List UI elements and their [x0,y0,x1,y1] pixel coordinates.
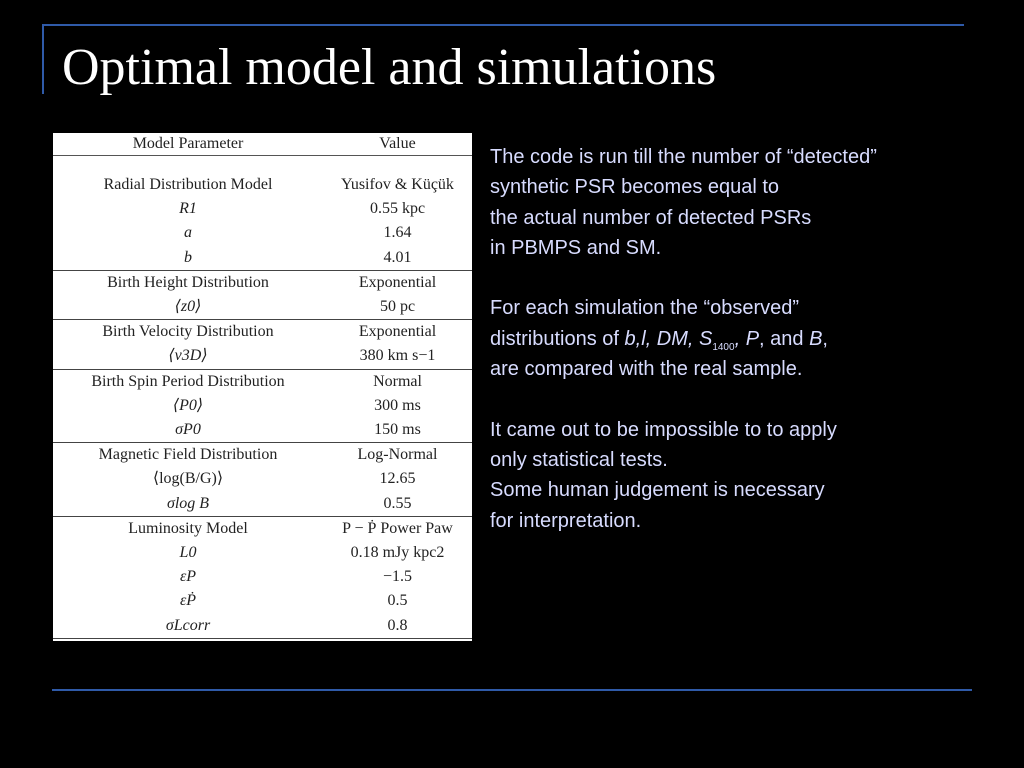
table-row [53,369,472,394]
value-cell: −1.5 [382,568,413,586]
slide-body-text [490,142,1010,536]
table-row [53,516,472,541]
top-divider [42,24,964,26]
table-row [53,344,472,369]
table-row [53,467,472,491]
param-cell: ⟨v3D⟩ [53,344,323,369]
parameter-table-panel [53,133,472,641]
value-cell: 0.18 mJy kpc2 [350,544,445,562]
table-row [53,270,472,295]
param-cell: ⟨P0⟩ [172,396,204,414]
body-line: For each simulation the “observed” [490,297,800,320]
param-cell: Luminosity Model [128,519,248,537]
value-cell: 12.65 [379,470,416,488]
body-line: Some human judgement is necessary [490,479,825,502]
header-value: Value [323,133,472,156]
value-cell: 0.55 kpc [369,200,426,218]
bottom-divider [52,689,972,691]
param-cell: Birth Spin Period Distribution [91,372,285,390]
header-parameter: Model Parameter [53,133,323,156]
table-row [53,589,472,613]
param-cell: Birth Velocity Distribution [102,323,274,341]
body-line: synthetic PSR becomes equal to [490,176,780,199]
param-cell: εP [179,568,197,586]
param-cell: L0 [179,544,197,562]
value-cell: 1.64 [383,224,412,242]
param-cell: Birth Height Distribution [107,273,269,291]
table-row [53,443,472,468]
value-cell: Exponential [358,273,437,291]
param-cell: Radial Distribution Model [103,176,273,193]
body-line: It came out to be impossible to to apply [490,418,837,441]
table-row [53,246,472,271]
value-cell: 0.5 [387,592,408,610]
param-cell: a [184,224,192,242]
param-cell: σLcorr [53,614,323,639]
body-line: in PBMPS and SM. [490,236,662,259]
param-cell: σP0 [53,418,323,443]
table-row [53,492,472,517]
value-cell: 4.01 [323,246,472,271]
table-row [53,320,472,345]
value-cell: 0.55 [323,492,472,517]
value-cell: Normal [373,372,422,390]
table-row [53,418,472,443]
table-spacer [53,156,472,174]
parameter-table [53,133,472,639]
value-cell: Yusifov & Küçük [341,176,454,193]
table-row [53,565,472,589]
value-cell: 0.8 [323,614,472,639]
value-cell: 380 km s−1 [323,344,472,369]
table-row [53,541,472,565]
value-cell: 50 pc [323,295,472,320]
value-cell: P − Ṗ Power Paw [342,519,453,537]
body-line: are compared with the real sample. [490,358,803,381]
param-cell: ⟨z0⟩ [53,295,323,320]
param-cell: b [53,246,323,271]
body-line: the actual number of detected PSRs [490,206,812,229]
param-cell: σlog B [53,492,323,517]
body-line: for interpretation. [490,509,642,532]
param-cell: R1 [179,200,197,218]
value-cell: Log-Normal [357,446,438,464]
body-line: only statistical tests. [490,448,668,471]
body-line-variables: distributions of b,l, DM, $S_{1400}$, P, and B, [490,327,828,353]
table-header-row [53,133,472,156]
value-cell: 150 ms [323,418,472,443]
param-cell: εṖ [179,592,197,610]
table-row [53,221,472,245]
body-line: The code is run till the number of “detected” [490,146,877,168]
table-row [53,614,472,639]
table-row [53,394,472,418]
title-accent-bar [42,24,44,94]
param-cell: ⟨log(B/G)⟩ [152,470,224,488]
value-cell: 300 ms [374,396,421,414]
paragraph-gap [490,263,1010,293]
slide-title: Optimal model and simulations [62,39,717,96]
table-row [53,197,472,221]
table-row [53,295,472,320]
paragraph-gap [490,384,1010,414]
value-cell: Exponential [358,323,437,341]
table-row [53,173,472,197]
param-cell: Magnetic Field Distribution [98,446,278,464]
